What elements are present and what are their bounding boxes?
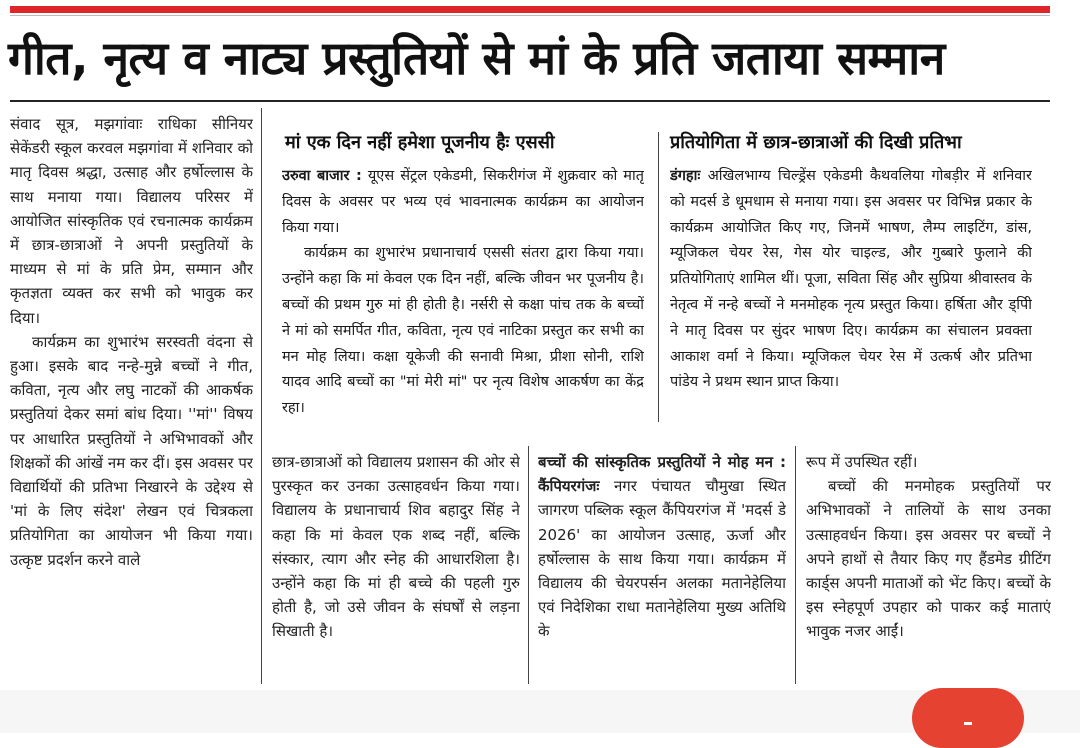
- column-divider: [795, 446, 796, 684]
- box-left-paragraph-1: [282, 164, 644, 241]
- col3-title: बच्चों की सांस्कृतिक प्रस्तुतियों ने मोह मन :: [538, 453, 786, 471]
- box-left-text-1: यूएस सेंट्रल एकेडमी, सिकरीगंज में शुक्रवार को मातृ दिवस के अवसर पर भव्य एवं भावनात्मक कार्यक्रम का आयोजन किया गया।: [282, 168, 644, 236]
- plus-icon: [964, 722, 972, 725]
- col3-dateline: कैंपियरगंजः: [538, 477, 600, 496]
- col2-paragraph: छात्र-छात्राओं को विद्यालय प्रशासन की ओर से पुरस्कृत कर उनका उत्साहवर्धन किया गया। विद्यालय के प्रधानाचार्य शिव बहादुर सिंह ने कहा कि मां केवल एक शब्द नहीं, बल्कि संस्कार, त्याग और स्नेह की आधारशिला है। उन्होंने कहा कि मां ही बच्चे की पहली गुरु होती है, जो उसे जीवन के संघर्षों से लड़ना सिखाती है।: [272, 453, 520, 641]
- col3-paragraph: [538, 450, 786, 644]
- col3-text: नगर पंचायत चौमुखा स्थित जागरण पब्लिक स्कूल कैंपियरगंज में 'मदर्स डे 2026' का आयोजन उत्साह, ऊर्जा और हर्षोल्लास के साथ किया गया। कार्यक्रम में विद्यालय की चेयरपर्सन अलका मतानेहेलिया एवं निदेशिका राधा मतानेहेलिया मुख्य अतिथि के: [538, 477, 786, 641]
- page-margin: [1060, 0, 1080, 690]
- article-column-1: [10, 112, 253, 684]
- col4-paragraph-2: बच्चों की मनमोहक प्रस्तुतियों पर अभिभावकों ने तालियों के साथ उनका उत्साहवर्धन किया। इस अवसर पर बच्चों ने अपने हाथों से तैयार किए गए हैंडमेड ग्रीटिंग कार्ड्स अपनी माताओं को भेंट किए। बच्चों के इस स्नेहपूर्ण उपहार को पाकर कई माताएं भावुक नजर आईं।: [806, 477, 1051, 641]
- headline-rule: [10, 100, 1050, 102]
- box-right-title: प्रतियोगिता में छात्र-छात्राओं की दिखी प्रतिभा: [670, 132, 962, 153]
- box-left-paragraph-2: कार्यक्रम का शुभारंभ प्रधानाचार्य एससी संतरा द्वारा किया गया। उन्होंने कहा कि मां केवल एक दिन नहीं, बल्कि जीवन भर पूजनीय है। बच्चों की प्रथम गुरु मां ही होती है। नर्सरी से कक्षा पांच तक के बच्चों ने मां को समर्पित गीत, कविता, नृत्य एवं नाटिका प्रस्तुत कर सभी का मन मोह लिया। कक्षा यूकेजी की सनावी मिश्रा, प्रीशा सोनी, राशि यादव आदि बच्चों का "मां मेरी मां" पर नृत्य विशेष आकर्षण का केंद्र रहा।: [282, 245, 644, 417]
- column-divider: [528, 446, 529, 684]
- box-right-paragraph-1: [670, 164, 1032, 396]
- box-divider: [658, 132, 659, 422]
- box-right-body: [670, 164, 1032, 430]
- article-column-2: [272, 450, 520, 684]
- box-left-title: मां एक दिन नहीं हमेशा पूजनीय हैः एससी: [285, 132, 555, 153]
- box-right-text-1: अखिलभाग्य चिल्ड्रेंस एकेडमी कैथवलिया गोबड़ीर में शनिवार को मदर्स डे धूमधाम से मनाया गया। इस अवसर पर विभिन्न प्रकार के कार्यक्रम आयोजित किए गए, जिनमें भाषण, लैम्प लाइटिंग, डांस, म्यूजिकल चेयर रेस, गेस योर चाइल्ड, और गुब्बारे फुलाने की प्रतियोगिताएं शामिल थीं। पूजा, सविता सिंह और सुप्रिया श्रीवास्तव के नेतृत्व में नन्हे बच्चों ने मनमोहक नृत्य प्रस्तुत किया। हर्षिता और ड्पिी ने मातृ दिवस पर सुंदर भाषण दिए। कार्यक्रम का संचालन प्रवक्ता आकाश वर्मा ने किया। म्यूजिकल चेयर रेस में उत्कर्ष और प्रतिभा पांडेय ने प्रथम स्थान प्राप्त किया।: [670, 168, 1032, 391]
- article-column-4: [806, 450, 1051, 684]
- top-red-bar: [10, 6, 1050, 13]
- col4-paragraph-1: रूप में उपस्थित रहीं।: [806, 453, 918, 471]
- floating-action-button[interactable]: [912, 688, 1024, 748]
- col1-paragraph-2: कार्यक्रम का शुभारंभ सरस्वती वंदना से हुआ। इसके बाद नन्हे-मुन्ने बच्चों ने गीत, कविता, नृत्य और लघु नाटकों की आकर्षक प्रस्तुतियां देकर समां बांध दिया। ''मां'' विषय पर आधारित प्रस्तुतियों ने अभिभावकों और शिक्षकों की आंखें नम कर दीं। इस अवसर पर विद्यार्थियों की प्रतिभा निखारने के उद्देश्य से 'मां के लिए संदेश' लेखन एवं चित्रकला प्रतियोगिता का आयोजन भी किया गया। उत्कृष्ट प्रदर्शन करने वाले: [10, 332, 253, 569]
- headline: गीत, नृत्य व नाट्य प्रस्तुतियों से मां के प्रति जताया सम्मान: [8, 31, 945, 85]
- article-column-3: [538, 450, 786, 684]
- top-thin-rule: [10, 15, 1050, 16]
- box-left-body: [282, 164, 644, 430]
- column-divider: [261, 108, 262, 684]
- col1-paragraph-1: संवाद सूत्र, मझगांवाः राधिका सीनियर सेकेंडरी स्कूल करवल मझगांवा में शनिवार को मातृ दिवस श्रद्धा, उत्साह और हर्षोल्लास के साथ मनाया गया। विद्यालय परिसर में आयोजित सांस्कृतिक एवं रचनात्मक कार्यक्रम में छात्र-छात्राओं ने अपनी प्रस्तुतियों के माध्यम से मां के प्रति प्रेम, सम्मान और कृतज्ञता व्यक्त कर सभी को भावुक कर दिया।: [10, 115, 253, 327]
- box-left-dateline: उरुवा बाजार :: [282, 168, 362, 184]
- box-right-dateline: डंगहाः: [670, 168, 701, 184]
